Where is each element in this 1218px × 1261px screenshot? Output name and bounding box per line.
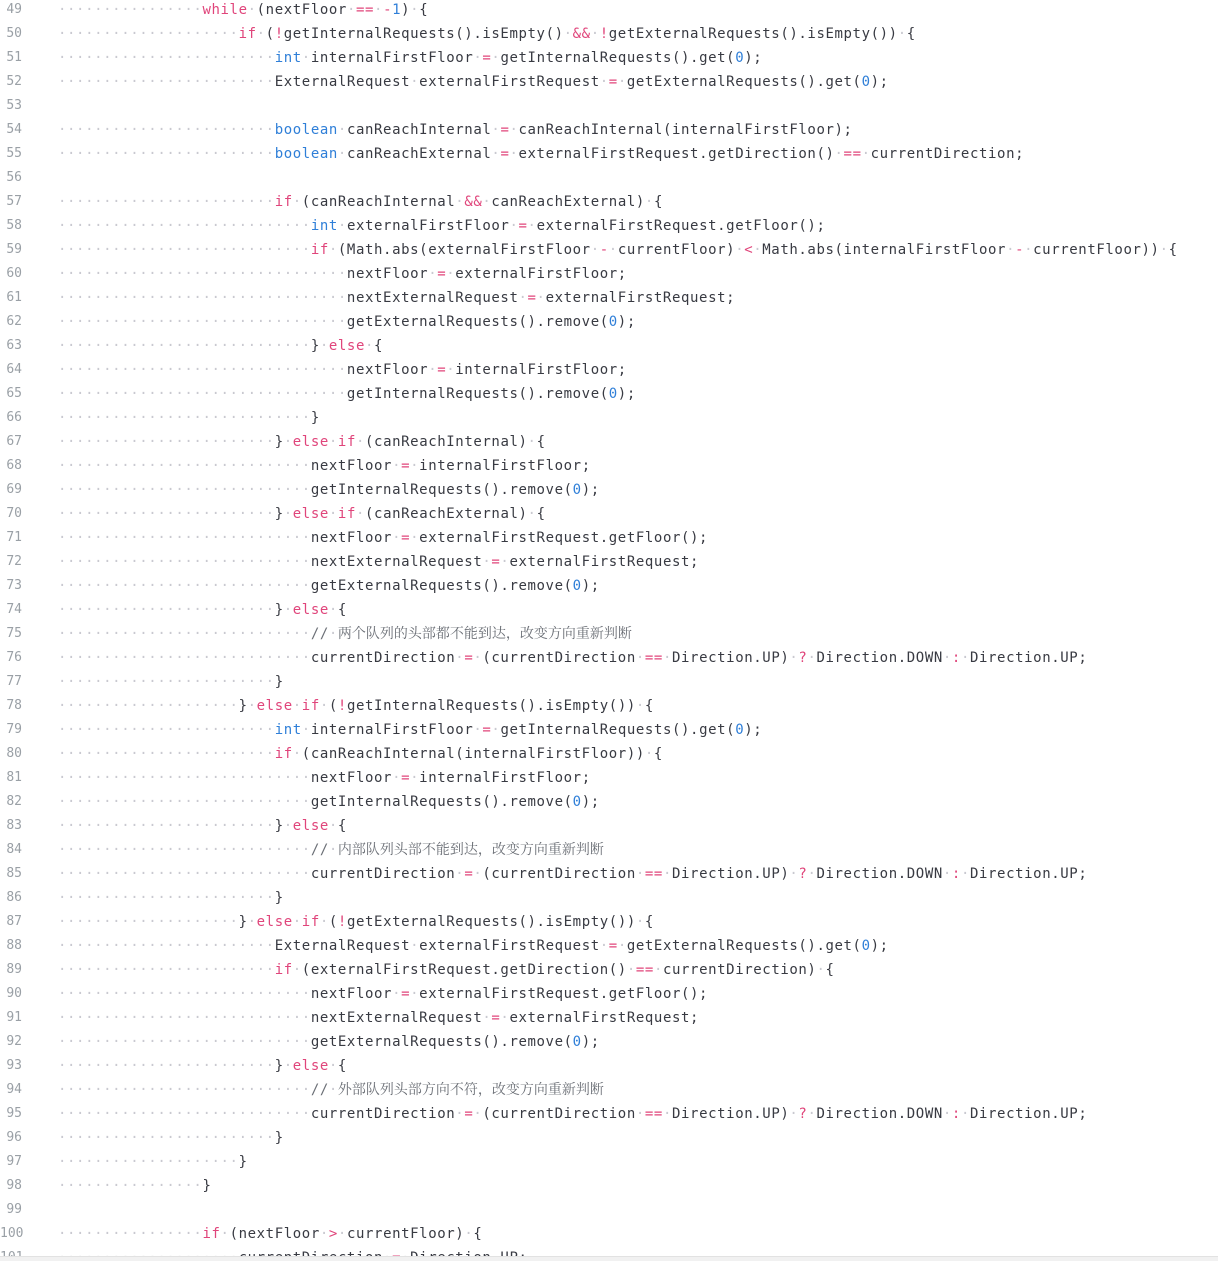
code-line[interactable] [0, 526, 1218, 550]
code-text[interactable]: ································getExternalRequests().remove(0); [58, 314, 636, 330]
code-line[interactable] [0, 598, 1218, 622]
line-number: 92 [6, 1034, 22, 1049]
code-text[interactable]: ························boolean·canReachInternal·=·canReachInternal(internalFirstFloor); [58, 122, 853, 138]
line-number: 82 [6, 794, 22, 809]
code-text[interactable]: ························ExternalRequest·externalFirstRequest·=·getExternalRequests().get(0); [58, 938, 889, 954]
line-number: 83 [6, 818, 22, 833]
code-line[interactable] [0, 646, 1218, 670]
code-line[interactable] [0, 310, 1218, 334]
code-line[interactable] [0, 1198, 1218, 1222]
code-text[interactable]: ····················}·else·if·(!getExternalRequests().isEmpty())·{ [58, 914, 654, 930]
code-line[interactable] [0, 430, 1218, 454]
code-line[interactable] [0, 214, 1218, 238]
line-number: 94 [6, 1082, 22, 1097]
line-number: 91 [6, 1010, 22, 1025]
line-number: 49 [6, 2, 22, 17]
code-line[interactable] [0, 790, 1218, 814]
code-text[interactable]: ································getInternalRequests().remove(0); [58, 386, 636, 402]
code-text[interactable]: ························}·else·{ [58, 1058, 347, 1074]
code-line[interactable] [0, 1126, 1218, 1150]
code-line[interactable] [0, 262, 1218, 286]
code-text[interactable]: ····························if·(Math.abs(externalFirstFloor·-·currentFloor)·<·Math.abs(internalFirstFloor·-·currentFloor))·{ [58, 242, 1178, 258]
code-line[interactable] [0, 190, 1218, 214]
line-number: 87 [6, 914, 22, 929]
code-line[interactable] [0, 1006, 1218, 1030]
line-number: 70 [6, 506, 22, 521]
code-line[interactable] [0, 1102, 1218, 1126]
line-number: 53 [6, 98, 22, 113]
line-number: 69 [6, 482, 22, 497]
line-number: 98 [6, 1178, 22, 1193]
code-text[interactable]: ························if·(canReachInternal·&&·canReachExternal)·{ [58, 194, 663, 210]
code-line[interactable] [0, 550, 1218, 574]
code-text[interactable]: ····························nextFloor·=·externalFirstRequest.getFloor(); [58, 986, 709, 1002]
code-line[interactable] [0, 766, 1218, 790]
code-text[interactable]: ····························} [58, 410, 320, 426]
code-line[interactable] [0, 22, 1218, 46]
line-number: 93 [6, 1058, 22, 1073]
code-text[interactable]: ····························nextFloor·=·internalFirstFloor; [58, 458, 591, 474]
line-number: 68 [6, 458, 22, 473]
line-number: 63 [6, 338, 22, 353]
line-number: 86 [6, 890, 22, 905]
code-line[interactable] [0, 814, 1218, 838]
code-line[interactable] [0, 718, 1218, 742]
code-line[interactable] [0, 622, 1218, 646]
code-text[interactable]: ····························}·else·{ [58, 338, 384, 354]
code-text[interactable]: ····························getExternalRequests().remove(0); [58, 1034, 600, 1050]
code-line[interactable] [0, 1174, 1218, 1198]
code-line[interactable] [0, 838, 1218, 862]
code-line[interactable] [0, 46, 1218, 70]
line-number: 84 [6, 842, 22, 857]
editor-bottom-edge [0, 1256, 1218, 1261]
code-text[interactable]: ····························nextFloor·=·internalFirstFloor; [58, 770, 591, 786]
code-text[interactable]: ····················}·else·if·(!getInternalRequests().isEmpty())·{ [58, 698, 654, 714]
code-text[interactable]: ························ExternalRequest·externalFirstRequest·=·getExternalRequests().get(0); [58, 74, 889, 90]
code-text[interactable]: ····························//·外部队列头部方向不符，改变方向重新判断 [58, 1082, 604, 1098]
code-text[interactable]: ····························nextExternalRequest·=·externalFirstRequest; [58, 1010, 700, 1026]
code-text[interactable]: ················} [58, 1178, 212, 1194]
line-number: 54 [6, 122, 22, 137]
code-text[interactable]: ················while·(nextFloor·==·-1)·{ [58, 2, 429, 18]
code-text[interactable]: ························}·else·{ [58, 818, 347, 834]
line-number: 55 [6, 146, 22, 161]
code-line[interactable] [0, 1054, 1218, 1078]
code-text[interactable]: ························} [58, 1130, 284, 1146]
code-line[interactable] [0, 70, 1218, 94]
line-number: 67 [6, 434, 22, 449]
code-line[interactable] [0, 958, 1218, 982]
code-text[interactable]: ························} [58, 890, 284, 906]
code-text[interactable]: ························}·else·if·(canReachInternal)·{ [58, 434, 546, 450]
code-line[interactable] [0, 238, 1218, 262]
code-text[interactable]: ························}·else·{ [58, 602, 347, 618]
line-number: 73 [6, 578, 22, 593]
line-number: 58 [6, 218, 22, 233]
line-number: 72 [6, 554, 22, 569]
code-text[interactable]: ································nextExternalRequest·=·externalFirstRequest; [58, 290, 736, 306]
line-number: 85 [6, 866, 22, 881]
line-number: 95 [6, 1106, 22, 1121]
line-number: 65 [6, 386, 22, 401]
code-line[interactable] [0, 118, 1218, 142]
line-number: 62 [6, 314, 22, 329]
code-text[interactable]: ····························currentDirection·=·(currentDirection·==·Direction.UP)·?·Direction.DOWN·:·Direction.UP; [58, 866, 1088, 882]
code-line[interactable] [0, 1222, 1218, 1246]
code-text[interactable]: ····························getInternalRequests().remove(0); [58, 794, 600, 810]
line-number: 78 [6, 698, 22, 713]
code-line[interactable] [0, 1030, 1218, 1054]
code-text[interactable]: ························if·(externalFirstRequest.getDirection()·==·currentDirection)·{ [58, 962, 835, 978]
line-number: 74 [6, 602, 22, 617]
code-line[interactable] [0, 934, 1218, 958]
code-text[interactable]: ····························getExternalRequests().remove(0); [58, 578, 600, 594]
line-number: 100 [0, 1226, 24, 1241]
line-number: 80 [6, 746, 22, 761]
code-text[interactable]: ····························nextExternalRequest·=·externalFirstRequest; [58, 554, 700, 570]
code-line[interactable] [0, 982, 1218, 1006]
code-line[interactable] [0, 670, 1218, 694]
code-line[interactable] [0, 910, 1218, 934]
line-number: 71 [6, 530, 22, 545]
code-text[interactable]: ························boolean·canReachExternal·=·externalFirstRequest.getDirection()·==·currentDirection; [58, 146, 1025, 162]
code-line[interactable] [0, 0, 1218, 22]
code-text[interactable]: ································nextFloor·=·internalFirstFloor; [58, 362, 627, 378]
line-number: 88 [6, 938, 22, 953]
code-text[interactable]: ························if·(canReachInternal(internalFirstFloor))·{ [58, 746, 663, 762]
code-line[interactable] [0, 286, 1218, 310]
code-line[interactable] [0, 862, 1218, 886]
code-line[interactable] [0, 694, 1218, 718]
code-text[interactable]: ························int·internalFirstFloor·=·getInternalRequests().get(0); [58, 722, 763, 738]
line-number: 57 [6, 194, 22, 209]
code-line[interactable] [0, 478, 1218, 502]
code-text[interactable]: ····························int·externalFirstFloor·=·externalFirstRequest.getFloor(); [58, 218, 826, 234]
code-line[interactable] [0, 574, 1218, 598]
line-number: 75 [6, 626, 22, 641]
code-text[interactable]: ························}·else·if·(canReachExternal)·{ [58, 506, 546, 522]
code-line[interactable] [0, 502, 1218, 526]
code-line[interactable] [0, 742, 1218, 766]
code-text[interactable]: ····························currentDirection·=·(currentDirection·==·Direction.UP)·?·Direction.DOWN·:·Direction.UP; [58, 1106, 1088, 1122]
line-number: 96 [6, 1130, 22, 1145]
line-number: 66 [6, 410, 22, 425]
code-line[interactable] [0, 886, 1218, 910]
code-text[interactable]: ························} [58, 674, 284, 690]
code-text[interactable]: ····················} [58, 1154, 248, 1170]
code-text[interactable]: ································nextFloor·=·externalFirstFloor; [58, 266, 627, 282]
code-line[interactable] [0, 358, 1218, 382]
code-line[interactable] [0, 406, 1218, 430]
code-line[interactable] [0, 454, 1218, 478]
code-line[interactable] [0, 94, 1218, 118]
line-number: 50 [6, 26, 22, 41]
code-line[interactable] [0, 1150, 1218, 1174]
code-line[interactable] [0, 334, 1218, 358]
code-text[interactable]: ····························currentDirection·=·(currentDirection·==·Direction.UP)·?·Direction.DOWN·:·Direction.UP; [58, 650, 1088, 666]
line-number: 90 [6, 986, 22, 1001]
code-line[interactable] [0, 142, 1218, 166]
code-line[interactable] [0, 166, 1218, 190]
code-text[interactable]: ····························//·内部队列头部不能到达，改变方向重新判断 [58, 842, 604, 858]
code-text[interactable]: ····························//·两个队列的头部都不能到达，改变方向重新判断 [58, 626, 632, 642]
line-number: 97 [6, 1154, 22, 1169]
line-number: 64 [6, 362, 22, 377]
code-text[interactable]: ····························nextFloor·=·externalFirstRequest.getFloor(); [58, 530, 709, 546]
code-line[interactable] [0, 1078, 1218, 1102]
line-number: 79 [6, 722, 22, 737]
line-number: 52 [6, 74, 22, 89]
code-text[interactable]: ····························getInternalRequests().remove(0); [58, 482, 600, 498]
code-text[interactable]: ················if·(nextFloor·>·currentFloor)·{ [58, 1226, 483, 1242]
line-number: 77 [6, 674, 22, 689]
code-line[interactable] [0, 382, 1218, 406]
code-text[interactable]: ····················if·(!getInternalRequests().isEmpty()·&&·!getExternalRequests().isEmpty())·{ [58, 26, 916, 42]
line-number: 59 [6, 242, 22, 257]
line-number: 60 [6, 266, 22, 281]
line-number: 76 [6, 650, 22, 665]
line-number: 81 [6, 770, 22, 785]
line-number: 51 [6, 50, 22, 65]
code-text[interactable]: ························int·internalFirstFloor·=·getInternalRequests().get(0); [58, 50, 763, 66]
line-number: 89 [6, 962, 22, 977]
line-number: 99 [6, 1202, 22, 1217]
line-number: 61 [6, 290, 22, 305]
line-number: 56 [6, 170, 22, 185]
